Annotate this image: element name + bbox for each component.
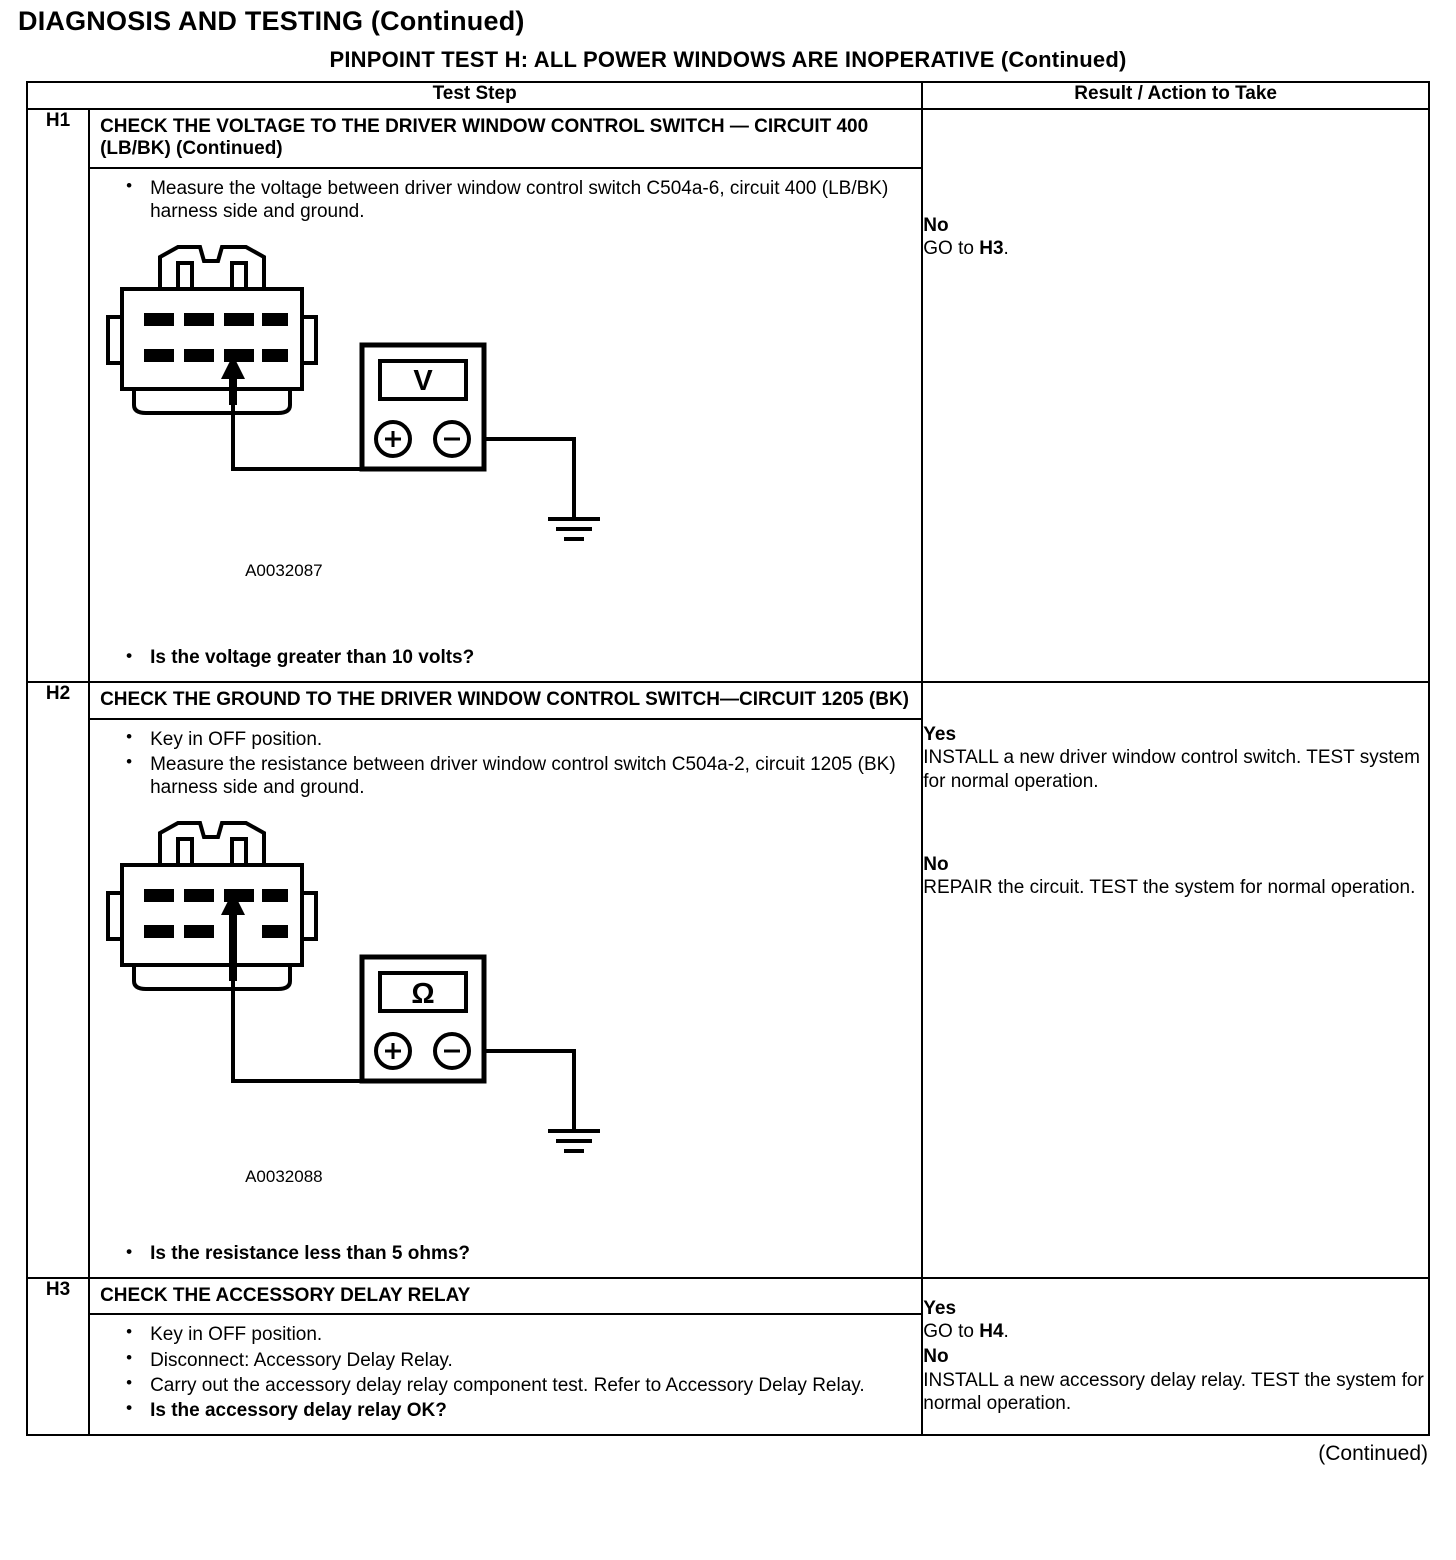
result-action: INSTALL a new accessory delay relay. TEST the system for normal operation. (923, 1369, 1424, 1414)
document-page (0, 6, 1456, 1560)
result-answer: Yes (923, 1298, 957, 1320)
result-action: INSTALL a new driver window control switch. TEST system for normal operation. (923, 747, 1420, 792)
step-bullets-h1 (100, 177, 911, 223)
result-answer: Yes (923, 724, 957, 746)
meter-symbol-h1: V (413, 365, 433, 398)
list-item: • Key in OFF position. (100, 728, 911, 751)
step-bullets-h3 (100, 1323, 911, 1422)
result-action: GO to H3. (923, 238, 1009, 260)
question-h3: • Is the accessory delay relay OK? (100, 1399, 911, 1422)
table-row (27, 682, 1429, 1278)
result-answer: No (923, 853, 949, 875)
footer-continued: (Continued) (1318, 1442, 1428, 1466)
result-action: REPAIR the circuit. TEST the system for normal operation. (923, 876, 1416, 898)
result-action: GO to H4. (923, 1321, 1009, 1343)
diagnostic-table (26, 81, 1430, 1436)
column-header-result: Result / Action to Take (922, 82, 1429, 109)
connector-meter-diagram (100, 237, 800, 567)
step-cell-h2 (89, 682, 922, 1278)
step-cell-h1 (89, 109, 922, 682)
column-header-test-step: Test Step (27, 82, 922, 109)
step-id-h3: H3 (27, 1278, 89, 1435)
figure-resistance-measurement (100, 813, 911, 1233)
step-id-h2: H2 (27, 682, 89, 1278)
result-cell-h1 (922, 109, 1429, 682)
list-item: • Key in OFF position. (100, 1323, 911, 1346)
result-cell-h2 (922, 682, 1429, 1278)
result-answer: No (923, 1346, 949, 1368)
page-title: DIAGNOSIS AND TESTING (Continued) (18, 6, 525, 36)
result-cell-h3 (922, 1278, 1429, 1435)
table-row (27, 109, 1429, 682)
list-item: • Disconnect: Accessory Delay Relay. (100, 1349, 911, 1372)
list-item: • Measure the resistance between driver window control switch C504a-2, circuit 1205 (BK) harness side and ground. (100, 753, 911, 799)
step-cell-h3 (89, 1278, 922, 1435)
step-heading-h2: CHECK THE GROUND TO THE DRIVER WINDOW CONTROL SWITCH—CIRCUIT 1205 (BK) (90, 683, 921, 719)
table-row (27, 1278, 1429, 1435)
figure-id-h2: A0032088 (245, 1167, 323, 1187)
question-h2: • Is the resistance less than 5 ohms? (100, 1243, 911, 1265)
result-answer: No (923, 215, 949, 236)
pinpoint-test-title: PINPOINT TEST H: ALL POWER WINDOWS ARE INOPERATIVE (Continued) (329, 47, 1127, 72)
question-h1: • Is the voltage greater than 10 volts? (100, 647, 911, 669)
step-id-h1: H1 (27, 109, 89, 682)
step-heading-h3: CHECK THE ACCESSORY DELAY RELAY (90, 1279, 921, 1315)
connector-meter-diagram (100, 813, 800, 1173)
step-bullets-h2 (100, 728, 911, 800)
figure-voltage-measurement (100, 237, 911, 637)
figure-id-h1: A0032087 (245, 561, 323, 581)
step-heading-h1: CHECK THE VOLTAGE TO THE DRIVER WINDOW CONTROL SWITCH — CIRCUIT 400 (LB/BK) (Continued) (90, 110, 921, 169)
list-item: • Measure the voltage between driver window control switch C504a-6, circuit 400 (LB/BK) harness side and ground. (100, 177, 911, 223)
table-header-row (27, 82, 1429, 109)
meter-symbol-h2: Ω (411, 978, 435, 1011)
list-item: • Carry out the accessory delay relay component test. Refer to Accessory Delay Relay. (100, 1374, 911, 1397)
